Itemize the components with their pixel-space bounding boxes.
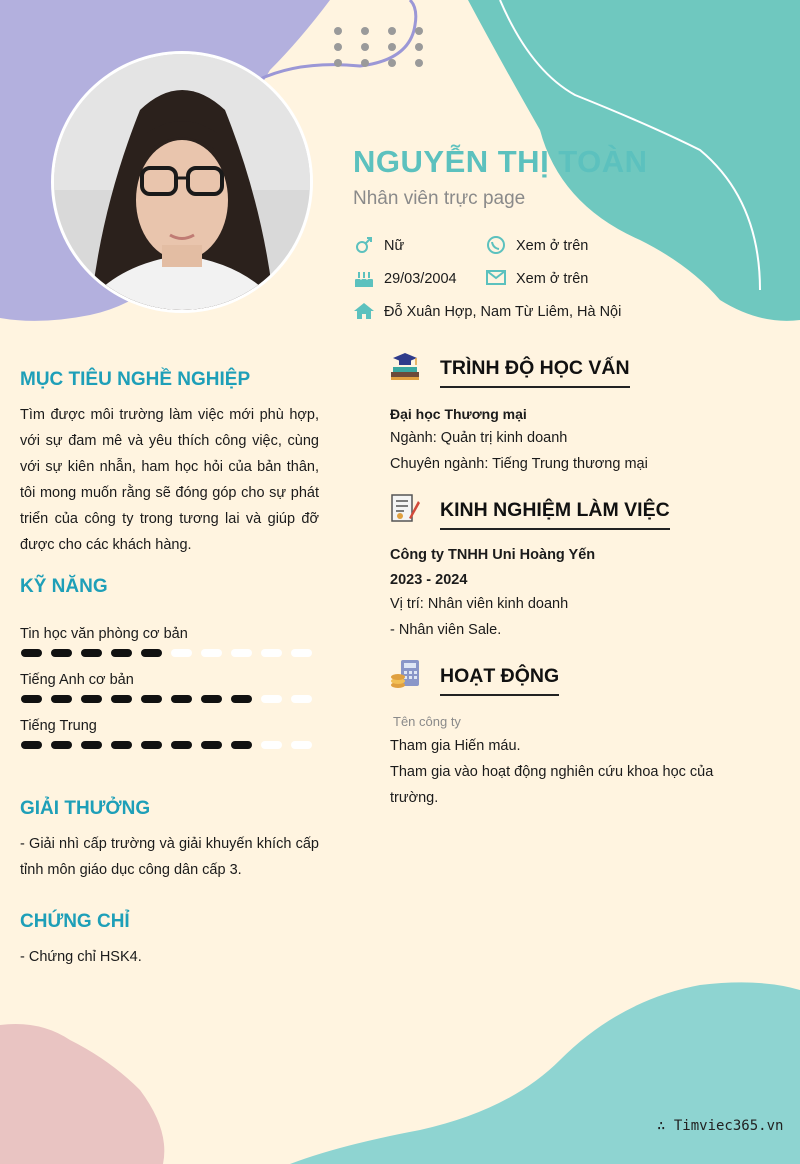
skill-segment-empty [261, 649, 282, 657]
skill-segment-filled [21, 695, 42, 703]
skill-segment-filled [141, 741, 162, 749]
objective-heading: MỤC TIÊU NGHỀ NGHIỆP [20, 369, 251, 390]
skill-segment-filled [231, 695, 252, 703]
skill-segment-empty [261, 695, 282, 703]
gender-value: Nữ [384, 238, 405, 254]
activities-org: Tên công ty [393, 714, 461, 729]
skills-heading: KỸ NĂNG [20, 576, 108, 597]
experience-position: Vị trí: Nhân viên kinh doanh [390, 596, 569, 612]
candidate-role: Nhân viên trực page [353, 188, 526, 209]
skill-segment-empty [291, 695, 312, 703]
education-major: Ngành: Quản trị kinh doanh [390, 430, 568, 446]
email-value: Xem ở trên [516, 271, 589, 287]
calculator-coins-icon [389, 658, 421, 690]
skill-segment-empty [201, 649, 222, 657]
skill-segment-filled [81, 741, 102, 749]
skill-segment-empty [231, 649, 252, 657]
email-icon [485, 268, 507, 288]
candidate-name: NGUYỄN THỊ TOÀN [353, 144, 648, 179]
activities-line1: Tham gia Hiến máu. [390, 738, 521, 754]
education-school: Đại học Thương mại [390, 406, 527, 422]
experience-period: 2023 - 2024 [390, 572, 468, 588]
gender-icon [353, 236, 375, 256]
skill-segment-filled [231, 741, 252, 749]
skill-segment-filled [81, 649, 102, 657]
objective-text: Tìm được môi trường làm việc mới phù hợp, với sự đam mê và yêu thích công việc, cùng với sự kiên nhẫn, ham học hỏi của bản thân, tôi mong muốn rằng sẽ đóng góp cho sự phát triển của công ty trong tương lai và giúp đỡ được cho các khách hàng. [20, 407, 319, 553]
birthday-value: 29/03/2004 [384, 271, 457, 287]
skill-segment-filled [171, 741, 192, 749]
education-specialization: Chuyên ngành: Tiếng Trung thương mại [390, 456, 648, 472]
experience-company: Công ty TNHH Uni Hoàng Yến [390, 547, 596, 563]
avatar [50, 50, 314, 314]
skill-label: Tiếng Trung [20, 718, 97, 734]
skill-segment-empty [291, 741, 312, 749]
skill-segment-filled [201, 695, 222, 703]
footer-brand: ∴ Timviec365.vn [657, 1118, 784, 1134]
skill-bar [20, 739, 320, 751]
skill-segment-filled [171, 695, 192, 703]
certificates-text: - Chứng chỉ HSK4. [20, 949, 142, 965]
skill-bar [20, 647, 320, 659]
phone-value: Xem ở trên [516, 238, 589, 254]
address-value: Đỗ Xuân Hợp, Nam Từ Liêm, Hà Nội [384, 304, 622, 320]
skill-segment-filled [51, 741, 72, 749]
skill-segment-filled [51, 695, 72, 703]
skill-segment-empty [291, 649, 312, 657]
awards-text: - Giải nhì cấp trường và giải khuyến khích cấp tỉnh môn giáo dục công dân cấp 3. [20, 836, 319, 878]
experience-heading: KINH NGHIỆM LÀM VIỆC [440, 499, 670, 530]
education-heading: TRÌNH ĐỘ HỌC VẤN [440, 357, 630, 388]
skill-segment-filled [111, 695, 132, 703]
skill-segment-filled [21, 741, 42, 749]
home-icon [353, 301, 375, 321]
skill-bar [20, 693, 320, 705]
skill-label: Tiếng Anh cơ bản [20, 672, 134, 688]
skill-segment-filled [111, 741, 132, 749]
activities-line2: Tham gia vào hoạt động nghiên cứu khoa học của trường. [390, 764, 714, 806]
skill-segment-filled [111, 649, 132, 657]
skill-segment-filled [141, 695, 162, 703]
resume-document-icon [389, 492, 421, 524]
skill-segment-filled [51, 649, 72, 657]
skill-segment-filled [81, 695, 102, 703]
skill-segment-empty [261, 741, 282, 749]
skill-segment-empty [171, 649, 192, 657]
skill-label: Tin học văn phòng cơ bản [20, 626, 188, 642]
skill-segment-filled [141, 649, 162, 657]
skill-segment-filled [21, 649, 42, 657]
activities-heading: HOẠT ĐỘNG [440, 665, 559, 696]
awards-heading: GIẢI THƯỞNG [20, 798, 151, 819]
certificates-heading: CHỨNG CHỈ [20, 911, 130, 932]
graduation-books-icon [389, 350, 421, 382]
skill-segment-filled [201, 741, 222, 749]
birthday-cake-icon [353, 269, 375, 289]
phone-icon [485, 235, 507, 255]
experience-detail: - Nhân viên Sale. [390, 622, 502, 638]
